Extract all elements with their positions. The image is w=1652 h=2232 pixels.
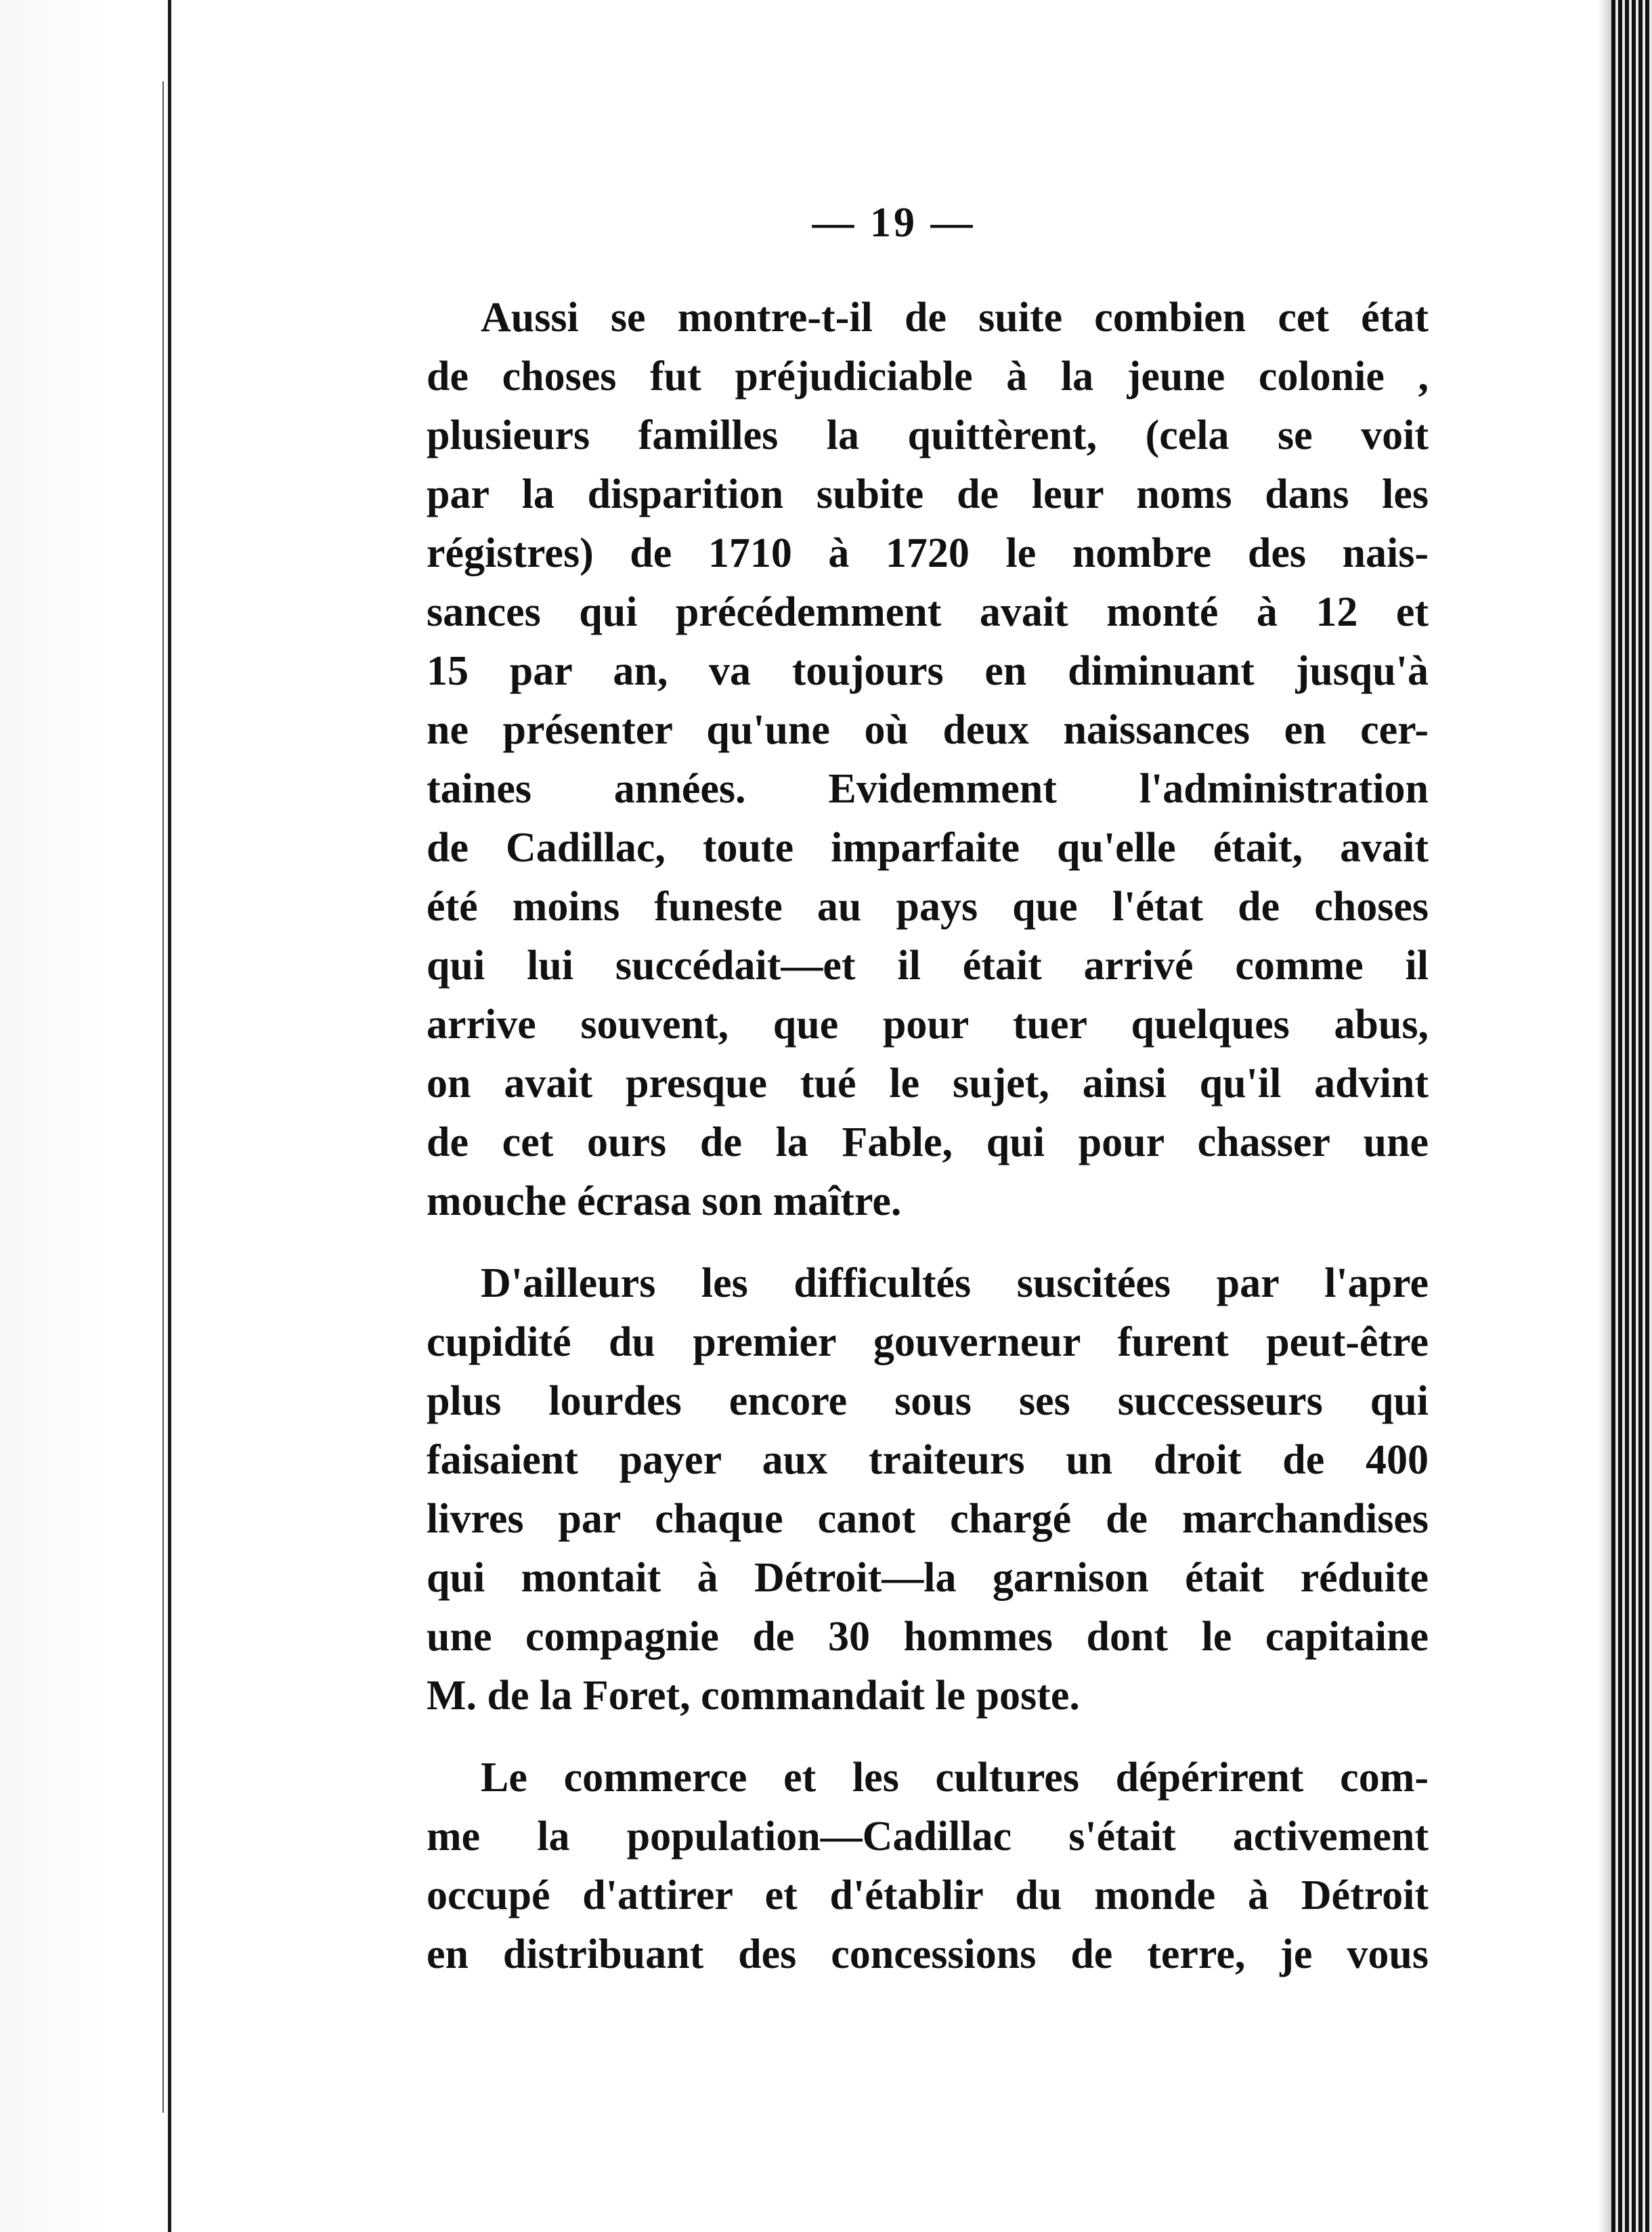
text-line: qui montait à Détroit—la garnison était réduite <box>427 1555 1429 1601</box>
text-line: une compagnie de 30 hommes dont le capitaine <box>427 1614 1429 1660</box>
paragraph-3 <box>427 1748 1429 1984</box>
text-line: régistres) de 1710 à 1720 le nombre des nais- <box>427 530 1429 576</box>
body-text <box>427 288 1429 1984</box>
text-line: de cet ours de la Fable, qui pour chasser une <box>427 1119 1429 1165</box>
paragraph-gap <box>427 1725 1429 1748</box>
binding-shadow-line <box>162 81 164 2113</box>
text-line: cupidité du premier gouverneur furent peut-être <box>427 1319 1429 1365</box>
text-line: de Cadillac, toute imparfaite qu'elle était, avait <box>427 825 1429 871</box>
text-line: mouche écrasa son maître. <box>427 1178 902 1224</box>
binding-line <box>168 0 171 2232</box>
text-line: arrive souvent, que pour tuer quelques abus, <box>427 1002 1429 1048</box>
text-line: on avait presque tué le sujet, ainsi qu'il advint <box>427 1060 1429 1107</box>
text-line: en distribuant des concessions de terre, je vous <box>427 1931 1429 1977</box>
page-edge-stack <box>1611 0 1652 2232</box>
text-line: 15 par an, va toujours en diminuant jusqu'à <box>427 648 1429 694</box>
paragraph-gap <box>427 1231 1429 1254</box>
page-edge-shadow <box>1598 0 1611 2232</box>
text-line: faisaient payer aux traiteurs un droit de 400 <box>427 1437 1429 1483</box>
text-line: D'ailleurs les difficultés suscitées par l'apre <box>481 1260 1429 1306</box>
scan-left-margin <box>0 0 183 2232</box>
text-line: Aussi se montre-t-il de suite combien cet état <box>481 295 1429 341</box>
text-line: me la population—Cadillac s'était activement <box>427 1814 1429 1860</box>
text-line: plus lourdes encore sous ses successeurs qui <box>427 1378 1429 1424</box>
text-line: Le commerce et les cultures dépérirent com- <box>481 1755 1429 1801</box>
text-line: livres par chaque canot chargé de marchandises <box>427 1496 1429 1542</box>
text-line: taines années. Evidemment l'administration <box>427 766 1429 812</box>
text-line: été moins funeste au pays que l'état de choses <box>427 884 1429 930</box>
paragraph-2 <box>427 1254 1429 1725</box>
text-line: occupé d'attirer et d'établir du monde à Détroit <box>427 1872 1429 1918</box>
text-line: ne présenter qu'une où deux naissances en cer- <box>427 707 1429 753</box>
text-line: par la disparition subite de leur noms dans les <box>427 471 1429 517</box>
text-line: de choses fut préjudiciable à la jeune colonie , <box>427 353 1429 400</box>
page-number: — 19 — <box>812 200 976 246</box>
text-line: plusieurs familles la quittèrent, (cela se voit <box>427 412 1429 458</box>
text-line: qui lui succédait—et il était arrivé comme il <box>427 943 1429 989</box>
paragraph-1 <box>427 288 1429 1231</box>
text-line: sances qui précédemment avait monté à 12 et <box>427 589 1429 635</box>
text-line: M. de la Foret, commandait le poste. <box>427 1673 1080 1719</box>
